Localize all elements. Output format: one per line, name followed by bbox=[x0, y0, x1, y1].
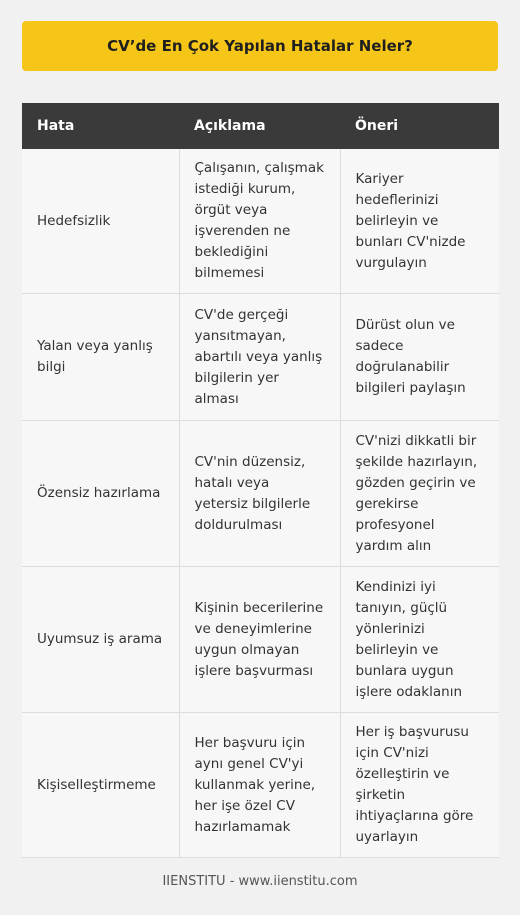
cell-hata: Yalan veya yanlış bilgi bbox=[22, 294, 179, 421]
cell-hata: Uyumsuz iş arama bbox=[22, 567, 179, 713]
cell-aciklama: CV'de gerçeği yansıtmayan, abartılı veya yanlış bilgilerin yer alması bbox=[179, 294, 340, 421]
table-row bbox=[22, 713, 499, 858]
cell-oneri: Kariyer hedeflerinizi belirleyin ve bunları CV'nizde vurgulayın bbox=[340, 149, 499, 294]
header-oneri: Öneri bbox=[340, 103, 499, 149]
cell-oneri: CV'nizi dikkatli bir şekilde hazırlayın, gözden geçirin ve gerekirse profesyonel yardım alın bbox=[340, 421, 499, 567]
footer-credit: IIENSTITU - www.iienstitu.com bbox=[162, 874, 358, 889]
cell-oneri: Kendinizi iyi tanıyın, güçlü yönlerinizi belirleyin ve bunlara uygun işlere odaklanın bbox=[340, 567, 499, 713]
header-hata: Hata bbox=[22, 103, 179, 149]
table-header-row bbox=[22, 103, 499, 149]
cell-aciklama: Her başvuru için aynı genel CV'yi kullanmak yerine, her işe özel CV hazırlamamak bbox=[179, 713, 340, 858]
table-row bbox=[22, 294, 499, 421]
cell-hata: Özensiz hazırlama bbox=[22, 421, 179, 567]
table-row bbox=[22, 149, 499, 294]
cell-aciklama: Çalışanın, çalışmak istediği kurum, örgüt veya işverenden ne beklediğini bilmemesi bbox=[179, 149, 340, 294]
cell-oneri: Her iş başvurusu için CV'nizi özelleştirin ve şirketin ihtiyaçlarına göre uyarlayın bbox=[340, 713, 499, 858]
table-row bbox=[22, 567, 499, 713]
cell-aciklama: CV'nin düzensiz, hatalı veya yetersiz bilgilerle doldurulması bbox=[179, 421, 340, 567]
cell-oneri: Dürüst olun ve sadece doğrulanabilir bilgileri paylaşın bbox=[340, 294, 499, 421]
mistakes-table bbox=[22, 103, 499, 858]
cell-hata: Hedefsizlik bbox=[22, 149, 179, 294]
page-title: CV’de En Çok Yapılan Hatalar Neler? bbox=[107, 37, 413, 55]
cell-hata: Kişiselleştirmeme bbox=[22, 713, 179, 858]
table-row bbox=[22, 421, 499, 567]
header-aciklama: Açıklama bbox=[179, 103, 340, 149]
cell-aciklama: Kişinin becerilerine ve deneyimlerine uygun olmayan işlere başvurması bbox=[179, 567, 340, 713]
title-banner bbox=[22, 21, 498, 71]
